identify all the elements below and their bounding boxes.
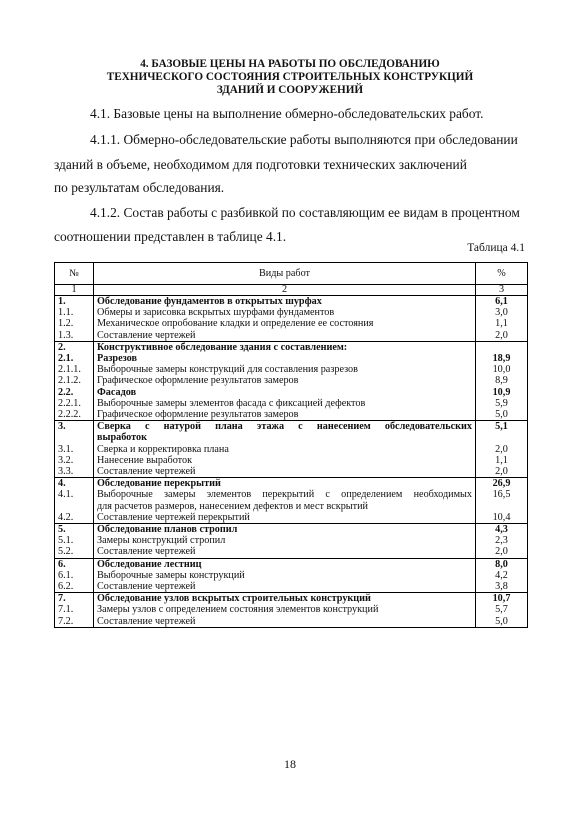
row-number: 2.2.2.	[55, 409, 94, 421]
row-number: 4.2.	[55, 512, 94, 524]
table-row	[55, 466, 528, 478]
row-work-type: Графическое оформление результатов замеров	[94, 409, 476, 421]
table-row	[55, 535, 528, 546]
row-work-type: Обследование фундаментов в открытых шурфах	[94, 296, 476, 308]
column-numbering-row	[55, 285, 528, 296]
row-number: 6.2.	[55, 581, 94, 593]
row-percent: 1,1	[476, 455, 528, 466]
table-row	[55, 478, 528, 490]
row-work-type: Выборочные замеры конструкций для составления разрезов	[94, 364, 476, 375]
row-percent: 2,0	[476, 330, 528, 342]
row-work-type: Графическое оформление результатов замеров	[94, 375, 476, 386]
row-percent: 3,8	[476, 581, 528, 593]
table-row-continuation	[55, 501, 528, 512]
row-percent: 10,0	[476, 364, 528, 375]
row-number: 4.	[55, 478, 94, 490]
row-number: 2.1.2.	[55, 375, 94, 386]
row-number: 2.	[55, 341, 94, 353]
table-row	[55, 353, 528, 364]
row-number: 5.2.	[55, 546, 94, 558]
row-work-type: Составление чертежей	[94, 546, 476, 558]
row-percent: 2,0	[476, 546, 528, 558]
row-work-type: Разрезов	[94, 353, 476, 364]
row-number: 6.1.	[55, 570, 94, 581]
row-work-type: Сверка с натурой плана этажа с нанесением обследовательских	[94, 421, 476, 433]
header-no: №	[55, 263, 94, 285]
row-percent: 2,3	[476, 535, 528, 546]
section-heading	[60, 58, 520, 97]
row-number: 6.	[55, 558, 94, 570]
row-work-type: Выборочные замеры конструкций	[94, 570, 476, 581]
page-number: 18	[284, 757, 296, 771]
row-number: 7.2.	[55, 616, 94, 628]
row-work-type: Составление чертежей	[94, 616, 476, 628]
row-work-type: Обследование лестниц	[94, 558, 476, 570]
paragraph-4-1-2-line1: 4.1.2. Состав работы с разбивкой по составляющим ее видам в процентном	[90, 205, 520, 220]
table-row	[55, 409, 528, 421]
row-percent: 16,5	[476, 489, 528, 500]
row-number: 7.1.	[55, 604, 94, 615]
row-percent: 4,3	[476, 524, 528, 536]
table-row	[55, 398, 528, 409]
row-work-type: Обмеры и зарисовка вскрытых шурфами фундаментов	[94, 307, 476, 318]
row-percent: 1,1	[476, 318, 528, 329]
row-number: 3.	[55, 421, 94, 433]
paragraph-4-1-2-line2: соотношении представлен в таблице 4.1.	[54, 229, 287, 244]
column-number-1: 1	[55, 285, 94, 296]
row-work-type: Замеры узлов с определением состояния элементов конструкций	[94, 604, 476, 615]
row-work-type: Фасадов	[94, 387, 476, 398]
row-number: 7.	[55, 593, 94, 605]
table-row	[55, 421, 528, 433]
row-work-type: Обследование планов стропил	[94, 524, 476, 536]
table-row	[55, 318, 528, 329]
table-row	[55, 558, 528, 570]
row-number: 1.1.	[55, 307, 94, 318]
row-work-type-continued: для расчетов размеров, нанесением дефектов и мест вскрытий	[94, 501, 476, 512]
table-row	[55, 296, 528, 308]
row-number-empty	[55, 432, 94, 443]
table-header-row	[55, 263, 528, 285]
work-types-table	[54, 262, 528, 628]
row-percent	[476, 341, 528, 353]
row-percent: 5,7	[476, 604, 528, 615]
table-row-continuation	[55, 432, 528, 443]
row-percent: 2,0	[476, 466, 528, 478]
row-work-type-continued: выработок	[94, 432, 476, 443]
row-work-type: Обследование перекрытий	[94, 478, 476, 490]
table-row	[55, 489, 528, 500]
row-number: 2.2.1.	[55, 398, 94, 409]
row-number: 1.	[55, 296, 94, 308]
row-number: 2.1.1.	[55, 364, 94, 375]
row-percent: 5,1	[476, 421, 528, 433]
table-row	[55, 455, 528, 466]
table-row	[55, 604, 528, 615]
row-percent: 6,1	[476, 296, 528, 308]
row-work-type: Механическое опробование кладки и определение ее состояния	[94, 318, 476, 329]
header-work-type: Виды работ	[94, 263, 476, 285]
row-percent: 8,0	[476, 558, 528, 570]
row-percent: 3,0	[476, 307, 528, 318]
paragraph-4-1-1-line1: 4.1.1. Обмерно-обследовательские работы выполняются при обследовании	[90, 132, 518, 147]
table-caption: Таблица 4.1	[467, 242, 525, 254]
table-row	[55, 546, 528, 558]
table-row	[55, 570, 528, 581]
row-percent: 10,7	[476, 593, 528, 605]
row-number: 5.1.	[55, 535, 94, 546]
row-percent: 5,9	[476, 398, 528, 409]
row-work-type: Нанесение выработок	[94, 455, 476, 466]
row-number: 2.1.	[55, 353, 94, 364]
row-percent: 5,0	[476, 616, 528, 628]
row-number: 3.3.	[55, 466, 94, 478]
row-work-type: Сверка и корректировка плана	[94, 444, 476, 455]
table-row	[55, 330, 528, 342]
row-work-type: Замеры конструкций стропил	[94, 535, 476, 546]
row-work-type: Выборочные замеры элементов фасада с фиксацией дефектов	[94, 398, 476, 409]
row-number: 4.1.	[55, 489, 94, 500]
paragraph-4-1-1-line2: зданий в объеме, необходимом для подготовки технических заключений	[54, 157, 467, 172]
row-work-type: Составление чертежей	[94, 581, 476, 593]
row-percent: 8,9	[476, 375, 528, 386]
column-number-3: 3	[476, 285, 528, 296]
table-row	[55, 307, 528, 318]
table-row	[55, 364, 528, 375]
row-percent-empty	[476, 501, 528, 512]
table-row	[55, 512, 528, 524]
row-number: 2.2.	[55, 387, 94, 398]
header-percent: %	[476, 263, 528, 285]
row-percent: 18,9	[476, 353, 528, 364]
row-work-type: Выборочные замеры элементов перекрытий с определением необходимых	[94, 489, 476, 500]
heading-line-2: ТЕХНИЧЕСКОГО СОСТОЯНИЯ СТРОИТЕЛЬНЫХ КОНСТРУКЦИЙ	[106, 71, 474, 83]
row-number: 3.2.	[55, 455, 94, 466]
column-number-2: 2	[94, 285, 476, 296]
heading-line-3: ЗДАНИЙ И СООРУЖЕНИЙ	[216, 84, 364, 96]
row-work-type: Составление чертежей перекрытий	[94, 512, 476, 524]
row-percent: 10,4	[476, 512, 528, 524]
row-percent: 10,9	[476, 387, 528, 398]
table-row	[55, 616, 528, 628]
heading-line-1: 4. БАЗОВЫЕ ЦЕНЫ НА РАБОТЫ ПО ОБСЛЕДОВАНИЮ	[140, 58, 440, 70]
paragraph-4-1-1-line3: по результатам обследования.	[54, 180, 225, 195]
row-percent: 4,2	[476, 570, 528, 581]
table-row	[55, 593, 528, 605]
row-percent: 26,9	[476, 478, 528, 490]
row-work-type: Обследование узлов вскрытых строительных конструкций	[94, 593, 476, 605]
row-number: 1.2.	[55, 318, 94, 329]
table-row	[55, 375, 528, 386]
table-row	[55, 444, 528, 455]
row-percent: 2,0	[476, 444, 528, 455]
row-number: 3.1.	[55, 444, 94, 455]
row-number: 1.3.	[55, 330, 94, 342]
row-percent-empty	[476, 432, 528, 443]
row-work-type: Составление чертежей	[94, 466, 476, 478]
table-row	[55, 387, 528, 398]
paragraph-4-1: 4.1. Базовые цены на выполнение обмерно-обследовательских работ.	[90, 106, 484, 121]
row-work-type: Составление чертежей	[94, 330, 476, 342]
row-percent: 5,0	[476, 409, 528, 421]
row-number: 5.	[55, 524, 94, 536]
table-row	[55, 581, 528, 593]
table-row	[55, 524, 528, 536]
table-row	[55, 341, 528, 353]
row-number-empty	[55, 501, 94, 512]
row-work-type: Конструктивное обследование здания с составлением:	[94, 341, 476, 353]
